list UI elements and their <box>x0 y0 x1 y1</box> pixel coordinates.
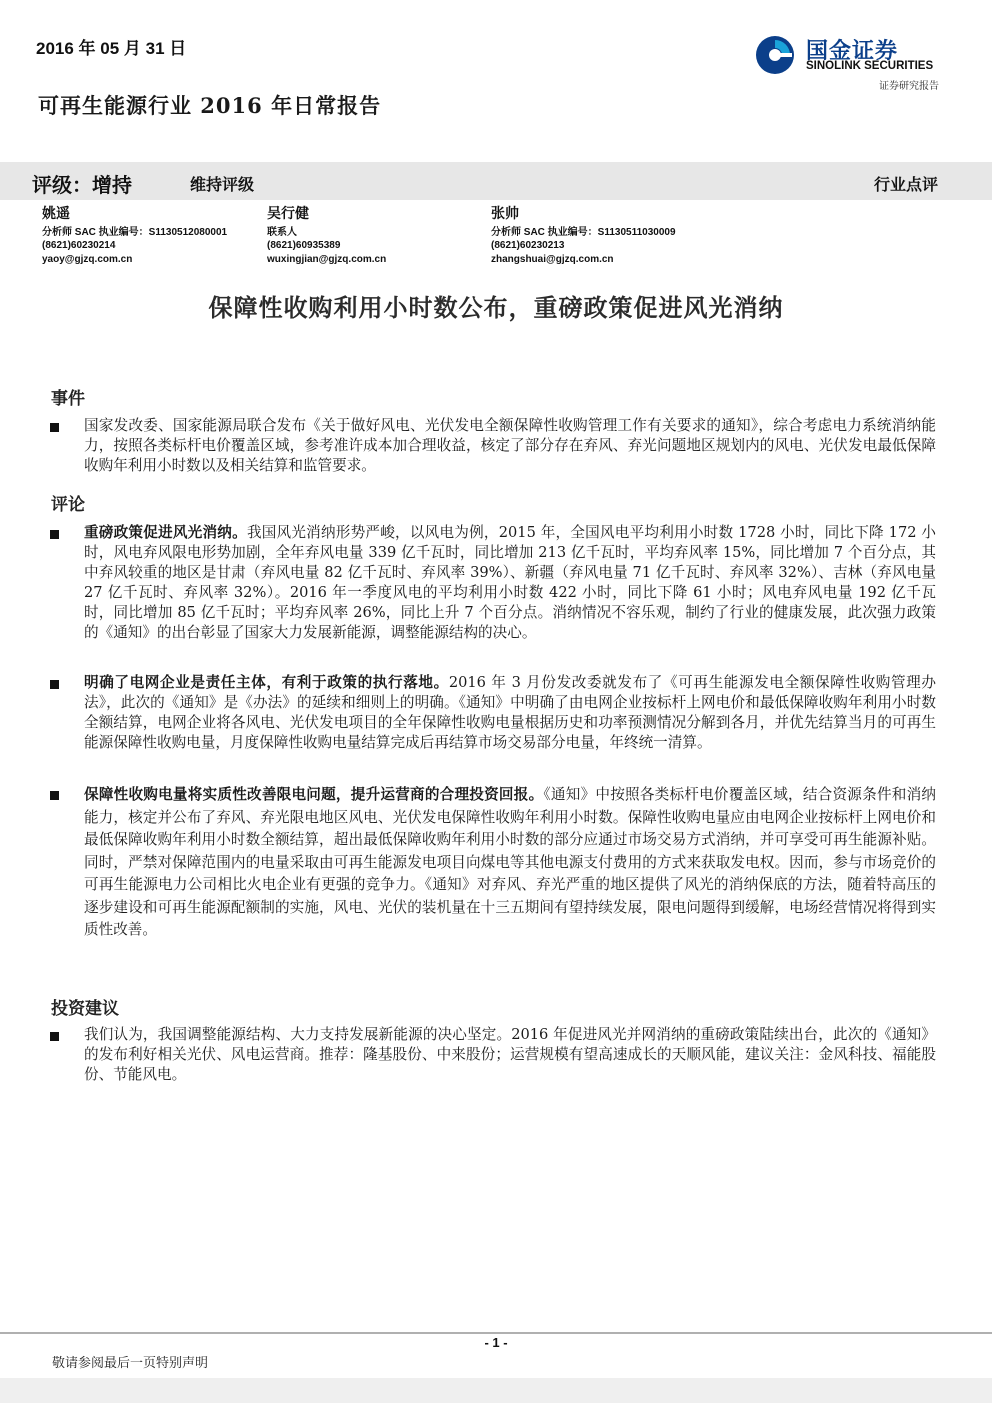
bullet-icon <box>50 530 59 539</box>
rating-label: 评级：增持 <box>32 173 132 197</box>
analyst-cert: 分析师 SAC 执业编号：S1130511030009 <box>491 226 676 238</box>
report-title: 可再生能源行业 2016 年日常报告 <box>38 93 382 118</box>
analyst-cert: 联系人 <box>267 226 297 238</box>
analyst-name: 姚遥 <box>42 206 70 222</box>
sinolink-logo-icon <box>754 34 796 76</box>
report-date: 2016 年 05 月 31 日 <box>36 39 187 58</box>
paragraph <box>84 673 936 753</box>
logo-subtitle: 证券研究报告 <box>879 81 939 92</box>
analyst-email[interactable]: zhangshuai@gjzq.com.cn <box>491 253 614 265</box>
analyst-email[interactable]: yaoy@gjzq.com.cn <box>42 253 133 265</box>
section-title-comment: 评论 <box>51 495 85 515</box>
footer-divider <box>0 1332 992 1334</box>
company-logo <box>754 30 949 92</box>
section-title-event: 事件 <box>51 389 85 409</box>
section-title-advice: 投资建议 <box>51 999 119 1019</box>
logo-english-name: SINOLINK SECURITIES <box>806 60 934 72</box>
paragraph <box>84 523 936 643</box>
analyst-email[interactable]: wuxingjian@gjzq.com.cn <box>267 253 387 265</box>
paragraph: 国家发改委、国家能源局联合发布《关于做好风电、光伏发电全额保障性收购管理工作有关要求的通知》，综合考虑电力系统消纳能力，按照各类标杆电价覆盖区域，参考准许成本加合理收益，核定了部分存在弃风、弃光问题地区规划内的风电、光伏发电最低保障收购年利用小时数以及相关结算和监管要求。 <box>84 417 936 474</box>
analyst-card <box>42 208 227 266</box>
paragraph-lead: 重磅政策促进风光消纳。 <box>84 524 247 541</box>
paragraph-lead: 保障性收购电量将实质性改善限电问题，提升运营商的合理投资回报。 <box>84 786 544 803</box>
bullet-icon <box>50 791 59 800</box>
paragraph: 我们认为，我国调整能源结构、大力支持发展新能源的决心坚定。2016 年促进风光并网消纳的重磅政策陆续出台，此次的《通知》的发布利好相关光伏、风电运营商。推荐：隆基股份、中来股份；运营规模有望高速成长的天顺风能，建议关注：金风科技、福能股份、节能风电。 <box>84 1026 936 1083</box>
logo-chinese-name: 国金证券 <box>806 39 899 64</box>
bullet-icon <box>50 1032 59 1041</box>
analyst-card <box>267 208 386 266</box>
footer-bar <box>0 1378 992 1403</box>
article-headline: 保障性收购利用小时数公布，重磅政策促进风光消纳 <box>208 293 784 322</box>
page-number: - 1 - <box>484 1335 508 1350</box>
paragraph-body: 《通知》中按照各类标杆电价覆盖区域，结合资源条件和消纳能力，核定并公布了弃风、弃光限电地区风电、光伏发电保障性收购年利用小时数。保障性收购电量应由电网企业按标杆上网电价和最低保障收购年利用小时数全额结算，超出最低保障收购年利用小时数的部分应通过市场交易方式消纳，并可享受可再生能源补贴。同时，严禁对保障范围内的电量采取由可再生能源发电项目向煤电等其他电源支付费用的方式来获取发电权。因而，参与市场竞价的可再生能源电力公司相比火电企业有更强的竞争力。《通知》对弃风、弃光严重的地区提供了风光的消纳保底的方法，随着特高压的逐步建设和可再生能源配额制的实施，风电、光伏的装机量在十三五期间有望持续发展，限电问题得到缓解，电场经营情况将得到实质性改善。 <box>84 786 936 938</box>
rating-keep: 维持评级 <box>190 175 255 194</box>
bullet-icon <box>50 423 59 432</box>
analyst-name: 张帅 <box>491 206 519 222</box>
paragraph-body: 我国风光消纳形势严峻，以风电为例，2015 年，全国风电平均利用小时数 1728 小时，同比下降 172 小时，风电弃风限电形势加剧，全年弃风电量 339 亿千瓦时，同比增加 213 亿千瓦时，平均弃风率 15%，同比增加 7 个百分点，其中弃风较重的地区是甘肃（弃风电量 82 亿千瓦时、弃风率 39%）、新疆（弃风电量 71 亿千瓦时、弃风率 32%）、吉林（弃风电量 27 亿千瓦时、弃风率 32%）。2016 年一季度风电的平均利用小时数 422 小时，同比下降 61 小时；风电弃风电量 192 亿千瓦时，同比增加 85 亿千瓦时；平均弃风率 26%，同比上升 7 个百分点。消纳情况不容乐观，制约了行业的健康发展，此次强力政策的《通知》的出台彰显了国家大力发展新能源，调整能源结构的决心。 <box>84 524 936 641</box>
analyst-phone: (8621)60230213 <box>491 240 565 251</box>
paragraph <box>84 784 936 942</box>
analyst-cert: 分析师 SAC 执业编号：S1130512080001 <box>42 226 228 238</box>
bullet-icon <box>50 680 59 689</box>
footer-disclaimer: 敬请参阅最后一页特别声明 <box>52 1356 209 1371</box>
analyst-phone: (8621)60935389 <box>267 240 341 251</box>
report-type: 行业点评 <box>873 175 938 194</box>
analyst-phone: (8621)60230214 <box>42 240 116 251</box>
analyst-card <box>491 208 676 266</box>
paragraph-body: 2016 年 3 月份发改委就发布了《可再生能源发电全额保障性收购管理办法》，此次的《通知》是《办法》的延续和细则上的明确。《通知》中明确了由电网企业按标杆上网电价和最低保障收购年利用小时数全额结算，电网企业将各风电、光伏发电项目的全年保障性收购电量根据历史和功率预测情况分解到各月，并优先结算当月的可再生能源保障性收购电量，月度保障性收购电量结算完成后再结算市场交易部分电量，年终统一清算。 <box>84 674 936 751</box>
rating-bar <box>0 162 992 200</box>
analyst-name: 吴行健 <box>267 206 309 222</box>
paragraph-lead: 明确了电网企业是责任主体，有利于政策的执行落地。 <box>84 674 449 691</box>
